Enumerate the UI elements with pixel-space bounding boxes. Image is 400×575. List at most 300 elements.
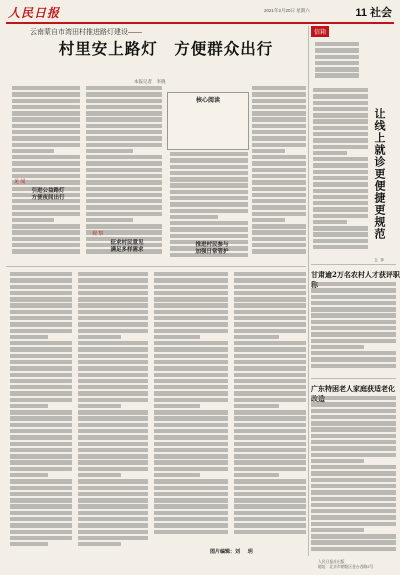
text-line: [10, 479, 72, 483]
lower-column-2: [78, 272, 148, 552]
text-line: [315, 67, 359, 71]
text-line: [234, 291, 306, 295]
text-line: [10, 423, 72, 427]
text-line: [234, 303, 306, 307]
text-line: [170, 209, 248, 213]
date-line: 2021年2月20日 星期六: [264, 8, 310, 13]
text-line: [10, 467, 72, 471]
column-divider: [308, 26, 309, 556]
text-line: [78, 435, 148, 439]
text-line: [10, 303, 72, 307]
text-line: [12, 168, 80, 172]
text-line: [234, 492, 306, 496]
text-line: [154, 285, 228, 289]
text-line: [252, 86, 306, 90]
text-line: [10, 278, 72, 282]
text-line: [315, 48, 359, 52]
text-line: [311, 421, 396, 425]
text-line: [313, 132, 368, 136]
pull-quote-c: 推进村民参与 加强日常管护: [195, 242, 229, 255]
text-line: [313, 214, 368, 218]
text-line: [311, 471, 396, 475]
text-line: [78, 511, 148, 515]
text-line: [78, 404, 121, 408]
text-line: [313, 245, 368, 249]
text-line: [313, 176, 368, 180]
text-line: [78, 416, 148, 420]
text-line: [86, 143, 162, 147]
side-headline-1: 甘肃逾2万名农村人才获评职: [311, 270, 400, 279]
text-line: [313, 157, 368, 161]
text-line: [86, 136, 162, 140]
text-line: [12, 105, 80, 109]
text-line: [170, 234, 248, 238]
text-line: [10, 391, 72, 395]
text-line: [170, 152, 248, 156]
text-line: [311, 351, 396, 355]
text-line: [154, 329, 228, 333]
text-line: [234, 504, 306, 508]
text-line: [12, 124, 80, 128]
text-line: [78, 285, 148, 289]
text-line: [78, 316, 148, 320]
text-line: [86, 86, 162, 90]
text-line: [10, 310, 72, 314]
subhead-b: 观 察: [92, 231, 104, 237]
text-line: [313, 88, 368, 92]
text-line: [313, 189, 368, 193]
right-column: [311, 26, 396, 260]
right-intro-text: [315, 42, 359, 82]
text-line: [252, 187, 306, 191]
text-line: [313, 107, 368, 111]
text-line: [234, 435, 306, 439]
text-line: [234, 498, 306, 502]
text-line: [313, 207, 368, 211]
text-line: [86, 161, 162, 165]
text-line: [170, 190, 248, 194]
text-line: [86, 124, 162, 128]
text-line: [252, 168, 306, 172]
text-line: [311, 440, 396, 444]
text-line: [78, 297, 148, 301]
text-line: [154, 504, 228, 508]
text-line: [10, 416, 72, 420]
text-line: [311, 484, 396, 488]
text-line: [311, 313, 396, 317]
text-line: [10, 347, 72, 351]
text-line: [10, 404, 48, 408]
text-line: [10, 511, 72, 515]
text-line: [154, 423, 228, 427]
text-line: [234, 454, 306, 458]
text-line: [311, 534, 396, 538]
text-line: [12, 224, 80, 228]
text-line: [311, 453, 396, 457]
text-line: [154, 511, 228, 515]
text-line: [10, 442, 72, 446]
text-line: [10, 297, 72, 301]
text-line: [234, 366, 306, 370]
text-line: [78, 542, 121, 546]
text-line: [78, 473, 121, 477]
text-line: [12, 149, 54, 153]
text-line: [154, 448, 228, 452]
text-line: [170, 158, 248, 162]
text-line: [12, 237, 80, 241]
text-line: [86, 205, 162, 209]
text-line: [10, 285, 72, 289]
text-line: [313, 94, 368, 98]
text-line: [234, 530, 306, 534]
article-column-1: [12, 86, 80, 261]
text-line: [252, 92, 306, 96]
text-line: [12, 243, 80, 247]
text-line: [12, 161, 80, 165]
text-line: [10, 410, 72, 414]
text-line: [154, 435, 228, 439]
text-line: [311, 415, 396, 419]
text-line: [311, 282, 396, 286]
right-tag: 信箱: [311, 26, 329, 37]
text-line: [10, 316, 72, 320]
text-line: [252, 199, 306, 203]
text-line: [252, 180, 306, 184]
colophon: 人民日报社出版 地址：北京市朝阳区金台西路2号: [318, 560, 374, 569]
text-line: [315, 42, 359, 46]
newspaper-logo: 人民日报: [8, 6, 61, 20]
opinion-author: 李 玉: [374, 258, 385, 262]
text-line: [234, 473, 279, 477]
text-line: [311, 288, 396, 292]
text-line: [78, 341, 148, 345]
text-line: [313, 201, 368, 205]
text-line: [12, 143, 80, 147]
text-line: [154, 454, 228, 458]
text-line: [86, 187, 162, 191]
text-line: [234, 479, 306, 483]
text-line: [234, 410, 306, 414]
text-line: [234, 373, 306, 377]
text-line: [78, 429, 148, 433]
text-line: [154, 486, 228, 490]
text-line: [12, 212, 80, 216]
text-line: [252, 105, 306, 109]
text-line: [12, 86, 80, 90]
text-line: [78, 322, 148, 326]
text-line: [154, 467, 228, 471]
text-line: [12, 230, 80, 234]
text-line: [311, 357, 396, 361]
text-line: [86, 193, 162, 197]
text-line: [311, 446, 396, 450]
text-line: [311, 490, 396, 494]
text-line: [78, 278, 148, 282]
text-line: [234, 297, 306, 301]
text-line: [311, 364, 396, 368]
text-line: [78, 448, 148, 452]
text-line: [252, 249, 306, 253]
text-line: [154, 429, 228, 433]
lower-column-3: [154, 272, 228, 542]
text-line: [10, 341, 72, 345]
text-line: [311, 320, 396, 324]
text-line: [78, 398, 148, 402]
text-line: [10, 542, 48, 546]
text-line: [10, 272, 72, 276]
text-line: [78, 291, 148, 295]
text-line: [234, 517, 306, 521]
text-line: [234, 460, 306, 464]
text-line: [12, 136, 80, 140]
text-line: [313, 182, 368, 186]
masthead: [6, 4, 394, 21]
text-line: [154, 272, 228, 276]
text-line: [252, 243, 306, 247]
text-line: [311, 301, 396, 305]
text-line: [10, 398, 72, 402]
text-line: [311, 307, 396, 311]
text-line: [154, 398, 228, 402]
text-line: [10, 460, 72, 464]
text-line: [78, 498, 148, 502]
text-line: [78, 536, 148, 540]
text-line: [78, 517, 148, 521]
text-line: [252, 124, 306, 128]
text-line: [234, 523, 306, 527]
text-line: [86, 168, 162, 172]
text-line: [154, 341, 228, 345]
text-line: [315, 55, 359, 59]
side-article-2: [311, 396, 396, 556]
text-line: [154, 297, 228, 301]
text-line: [78, 423, 148, 427]
text-line: [78, 385, 148, 389]
masthead-rule: [6, 22, 394, 24]
text-line: [12, 111, 80, 115]
pull-quote-a: 引进公益路灯 方便夜间出行: [31, 188, 65, 201]
text-line: [154, 360, 228, 364]
text-line: [313, 195, 368, 199]
text-line: [10, 504, 72, 508]
text-line: [86, 212, 162, 216]
text-line: [311, 503, 396, 507]
text-line: [154, 316, 228, 320]
text-line: [86, 199, 162, 203]
text-line: [78, 303, 148, 307]
text-line: [234, 467, 306, 471]
text-line: [154, 385, 228, 389]
right-divider-2: [311, 378, 396, 379]
text-line: [10, 373, 72, 377]
text-line: [78, 530, 148, 534]
text-line: [252, 212, 306, 216]
text-line: [234, 310, 306, 314]
lead-headline: 村里安上路灯 方便群众出行: [58, 40, 274, 58]
text-line: [86, 155, 162, 159]
text-line: [78, 486, 148, 490]
text-line: [78, 347, 148, 351]
text-line: [10, 366, 72, 370]
text-line: [252, 143, 306, 147]
core-reading-title: 核心阅读: [195, 98, 220, 104]
text-line: [234, 354, 306, 358]
text-line: [86, 218, 133, 222]
text-line: [234, 404, 279, 408]
text-line: [154, 410, 228, 414]
text-line: [10, 435, 72, 439]
text-line: [78, 492, 148, 496]
text-line: [234, 285, 306, 289]
right-column-text: [313, 88, 368, 258]
text-line: [154, 303, 228, 307]
text-line: [311, 295, 396, 299]
text-line: [78, 379, 148, 383]
text-line: [86, 92, 162, 96]
text-line: [170, 165, 248, 169]
text-line: [154, 379, 228, 383]
text-line: [78, 391, 148, 395]
text-line: [234, 278, 306, 282]
text-line: [313, 101, 368, 105]
editor-credit: 图片编辑：刘 玥: [210, 549, 253, 555]
text-line: [78, 310, 148, 314]
text-line: [252, 224, 306, 228]
text-line: [10, 492, 72, 496]
text-line: [78, 454, 148, 458]
text-line: [234, 347, 306, 351]
text-line: [252, 111, 306, 115]
text-line: [154, 442, 228, 446]
text-line: [311, 478, 396, 482]
text-line: [154, 322, 228, 326]
text-line: [10, 385, 72, 389]
text-line: [86, 180, 162, 184]
text-line: [86, 117, 162, 121]
text-line: [252, 155, 306, 159]
text-line: [10, 517, 72, 521]
text-line: [170, 183, 248, 187]
text-line: [313, 226, 368, 230]
text-line: [12, 92, 80, 96]
text-line: [154, 498, 228, 502]
text-line: [78, 504, 148, 508]
pull-quote-b: 征求村民意见 满足多样需求: [110, 240, 144, 253]
text-line: [78, 335, 121, 339]
text-line: [311, 547, 396, 551]
text-line: [154, 347, 228, 351]
text-line: [234, 423, 306, 427]
text-line: [12, 130, 80, 134]
text-line: [154, 373, 228, 377]
text-line: [78, 354, 148, 358]
text-line: [10, 360, 72, 364]
text-line: [234, 341, 306, 345]
text-line: [154, 523, 228, 527]
text-line: [78, 442, 148, 446]
text-line: [252, 99, 306, 103]
text-line: [10, 335, 48, 339]
text-line: [10, 322, 72, 326]
text-line: [170, 215, 218, 219]
text-line: [311, 515, 396, 519]
text-line: [154, 460, 228, 464]
text-line: [234, 272, 306, 276]
opinion-vertical-title: 让线上就诊更便捷更规范: [373, 108, 386, 240]
text-line: [313, 145, 368, 149]
text-line: [252, 136, 306, 140]
text-line: [78, 479, 148, 483]
text-line: [252, 117, 306, 121]
text-line: [234, 511, 306, 515]
text-line: [313, 232, 368, 236]
text-line: [311, 509, 396, 513]
side-headline-2: 广东特困老人家庭获适老化: [311, 384, 395, 393]
text-line: [234, 379, 306, 383]
text-line: [154, 354, 228, 358]
text-line: [234, 442, 306, 446]
text-line: [252, 130, 306, 134]
text-line: [311, 497, 396, 501]
text-line: [170, 202, 248, 206]
text-line: [78, 467, 148, 471]
text-line: [313, 151, 347, 155]
text-line: [10, 530, 72, 534]
text-line: [313, 163, 368, 167]
text-line: [315, 73, 359, 77]
text-line: [234, 316, 306, 320]
text-line: [234, 429, 306, 433]
text-line: [154, 391, 228, 395]
text-line: [78, 523, 148, 527]
text-line: [311, 396, 396, 400]
text-line: [10, 429, 72, 433]
text-line: [234, 486, 306, 490]
text-line: [313, 239, 368, 243]
text-line: [311, 402, 396, 406]
text-line: [10, 536, 72, 540]
page-section-label: 11 社会: [355, 7, 392, 19]
text-line: [234, 448, 306, 452]
text-line: [234, 385, 306, 389]
text-line: [154, 335, 200, 339]
text-line: [10, 448, 72, 452]
text-line: [154, 416, 228, 420]
text-line: [311, 326, 396, 330]
text-line: [311, 465, 396, 469]
text-line: [154, 479, 228, 483]
text-line: [311, 339, 396, 343]
text-line: [10, 291, 72, 295]
text-line: [78, 410, 148, 414]
text-line: [10, 498, 72, 502]
text-line: [234, 335, 279, 339]
text-line: [234, 360, 306, 364]
text-line: [234, 416, 306, 420]
text-line: [86, 105, 162, 109]
text-line: [252, 237, 306, 241]
text-line: [10, 473, 48, 477]
text-line: [170, 196, 248, 200]
text-line: [154, 404, 200, 408]
text-line: [10, 454, 72, 458]
text-line: [170, 227, 248, 231]
text-line: [311, 528, 364, 532]
text-line: [234, 329, 306, 333]
text-line: [252, 205, 306, 209]
text-line: [12, 205, 80, 209]
text-line: [311, 427, 396, 431]
